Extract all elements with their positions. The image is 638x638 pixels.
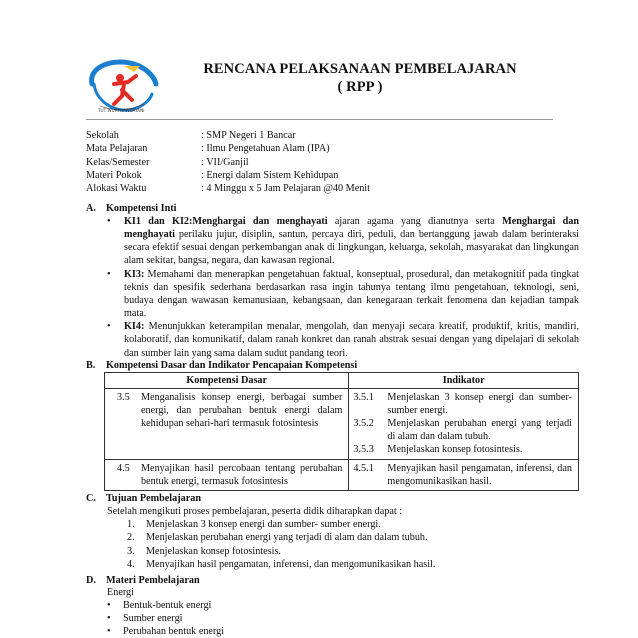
item-text: Sumber energi (123, 613, 183, 624)
ki-list (105, 215, 579, 360)
section-title: Materi Pembelajaran (106, 575, 200, 586)
indicator-text: Menyajikan hasil pengamatan, inferensi, dan mengomunikasikan hasil. (387, 463, 572, 487)
item-text: Menjelaskan 3 konsep energi dan sumber- sumber energi. (146, 519, 381, 530)
kd-text: Menyajikan hasil percobaan tentang perubahan bentuk energi, termasuk fotosintesis (141, 463, 343, 487)
ki-item (105, 320, 579, 359)
table-cell (105, 389, 349, 460)
identity-row (86, 182, 370, 195)
identity-key: Materi Pokok (86, 169, 142, 181)
item-text: Menjelaskan perubahan energi yang terjadi di alam dan dalam tubuh. (146, 532, 428, 544)
identity-value: : Ilmu Pengetahuan Alam (IPA) (201, 143, 330, 155)
identity-row (86, 169, 370, 182)
identity-row (86, 156, 370, 169)
identity-row (86, 142, 370, 155)
identity-key: Kelas/Semester (86, 156, 150, 168)
kd-number: 3.5 (117, 392, 130, 403)
table-row (105, 389, 579, 460)
ki-text: Memahami dan menerapkan pengetahuan faktual, konseptual, prosedural, dan metakognitif pada tingkat teknis dan spesifik sederhana berdasarkan rasa ingin tahunya tentang ilmu pengetahuan, teknologi, seni, budaya dengan wawasan kemanusiaan, kebangsaan, dan kenegaraan terkait fenomena dan kejadian tampak mata. (124, 268, 579, 320)
section-letter: C. (86, 493, 96, 504)
list-item (127, 531, 435, 544)
identity-key: Mata Pelajaran (86, 143, 148, 155)
kd-text: Menganalisis konsep energi, berbagai sumber energi, dan perubahan bentuk energi dalam kehidupan sehari-hari termasuk fotosintesis (141, 392, 343, 429)
indicator-text: Menjelaskan perubahan energi yang terjadi di alam dan dalam tubuh. (387, 418, 572, 442)
item-text: Bentuk-bentuk energi (123, 600, 212, 611)
section-b-heading (86, 359, 357, 372)
item-number: 3. (127, 545, 135, 557)
ki-item (105, 215, 579, 268)
material-subheading: Energi (107, 587, 134, 598)
title-line-2: ( RPP ) (337, 79, 383, 95)
material-list (107, 586, 224, 638)
indicator-number: 4.5.1 (353, 463, 374, 474)
table-cell (349, 460, 579, 491)
objectives-intro: Setelah mengikuti proses pembelajaran, peserta didik diharapkan dapat : (107, 506, 403, 517)
list-item (127, 518, 435, 531)
list-item (127, 545, 435, 558)
kd-number: 4.5 (117, 463, 130, 474)
ki-item (105, 268, 579, 321)
table-cell (105, 460, 349, 491)
indicator-number: 3.5.3 (353, 444, 374, 455)
identity-value: : SMP Negeri 1 Bancar (201, 130, 296, 141)
indicator-text: Menjelaskan konsep fotosintesis. (387, 444, 523, 455)
table-header-row (105, 373, 579, 389)
identity-row (86, 129, 370, 142)
section-c-heading (86, 492, 201, 505)
section-title: Tujuan Pembelajaran (106, 493, 201, 504)
header-divider (86, 119, 553, 120)
bullet-icon: • (107, 613, 111, 624)
item-number: 2. (127, 532, 135, 544)
item-text: Perubahan bentuk energi (123, 626, 225, 637)
identity-value: : VII/Ganjil (201, 156, 249, 168)
ki-label: KI1 dan KI2:Menghargai dan menghayati (124, 216, 328, 227)
bullet-icon: • (107, 268, 111, 280)
identity-key: Alokasi Waktu (86, 183, 147, 195)
bullet-icon: • (107, 626, 111, 637)
tut-wuri-handayani-logo (84, 54, 162, 118)
section-letter: A. (86, 203, 96, 214)
title-line-1: RENCANA PELAKSANAAN PEMBELAJARAN (203, 61, 517, 77)
indicator-number: 3.5.2 (353, 418, 374, 429)
list-item (107, 612, 224, 625)
column-header: Kompetensi Dasar (105, 373, 349, 389)
table-row (105, 460, 579, 491)
identity-value: : 4 Minggu x 5 Jam Pelajaran @40 Menit (201, 183, 370, 195)
indicator-text: Menjelaskan 3 konsep energi dan sumber-sumber energi. (387, 392, 572, 416)
item-number: 1. (127, 519, 135, 530)
ki-emphasis: Menghargai dan menghayati (124, 216, 580, 241)
item-text: Menjelaskan konsep fotosintesis. (146, 545, 281, 557)
logo-caption: TUT WURI HANDAYANI (98, 108, 145, 113)
list-item (107, 625, 224, 638)
identity-block (86, 129, 370, 195)
ki-label: KI4: (124, 321, 145, 333)
bullet-icon: • (107, 600, 111, 611)
objectives-list (127, 518, 435, 572)
ki-text: perilaku jujur, disiplin, santun, percaya diri, peduli, dan bertanggung jawab dalam berinteraksi secara efektif sesuai dengan perkembangan anak di lingkungan, keluarga, sekolah, masyarakat dan lingkungan alam sekitar, bangsa, negara, dan kawasan regional. (124, 229, 579, 267)
section-title: Kompetensi Dasar dan Indikator Pencapaian Kompetensi (106, 360, 358, 371)
ki-text: ajaran agama yang dianutnya serta (327, 216, 503, 227)
competency-table (104, 372, 579, 491)
bullet-icon: • (107, 321, 111, 333)
section-letter: B. (86, 360, 96, 371)
bullet-icon: • (107, 216, 111, 227)
identity-value: : Energi dalam Sistem Kehidupan (201, 169, 339, 181)
section-letter: D. (86, 575, 96, 586)
ki-text: Menunjukkan keterampilan menalar, mengolah, dan menyaji secara kreatif, produktif, kritis, mandiri, kolaboratif, dan komunikatif, dalam ranah konkret dan ranah abstrak sesuai dengan yang dipelajari di sekolah dan sumber lain yang sama dalam sudut pandang teori. (124, 321, 579, 359)
item-number: 4. (127, 559, 135, 571)
item-text: Menyajikan hasil pengamatan, inferensi, dan mengomunikasikan hasil. (146, 559, 436, 571)
list-item (107, 599, 224, 612)
identity-key: Sekolah (86, 130, 119, 141)
document-title (160, 60, 560, 96)
section-title: Kompetensi Inti (106, 203, 177, 214)
ki-label: KI3: (124, 268, 145, 280)
section-a-heading (86, 202, 176, 215)
column-header: Indikator (349, 373, 579, 389)
table-cell (349, 389, 579, 460)
indicator-number: 3.5.1 (353, 392, 374, 403)
list-item (127, 558, 435, 571)
